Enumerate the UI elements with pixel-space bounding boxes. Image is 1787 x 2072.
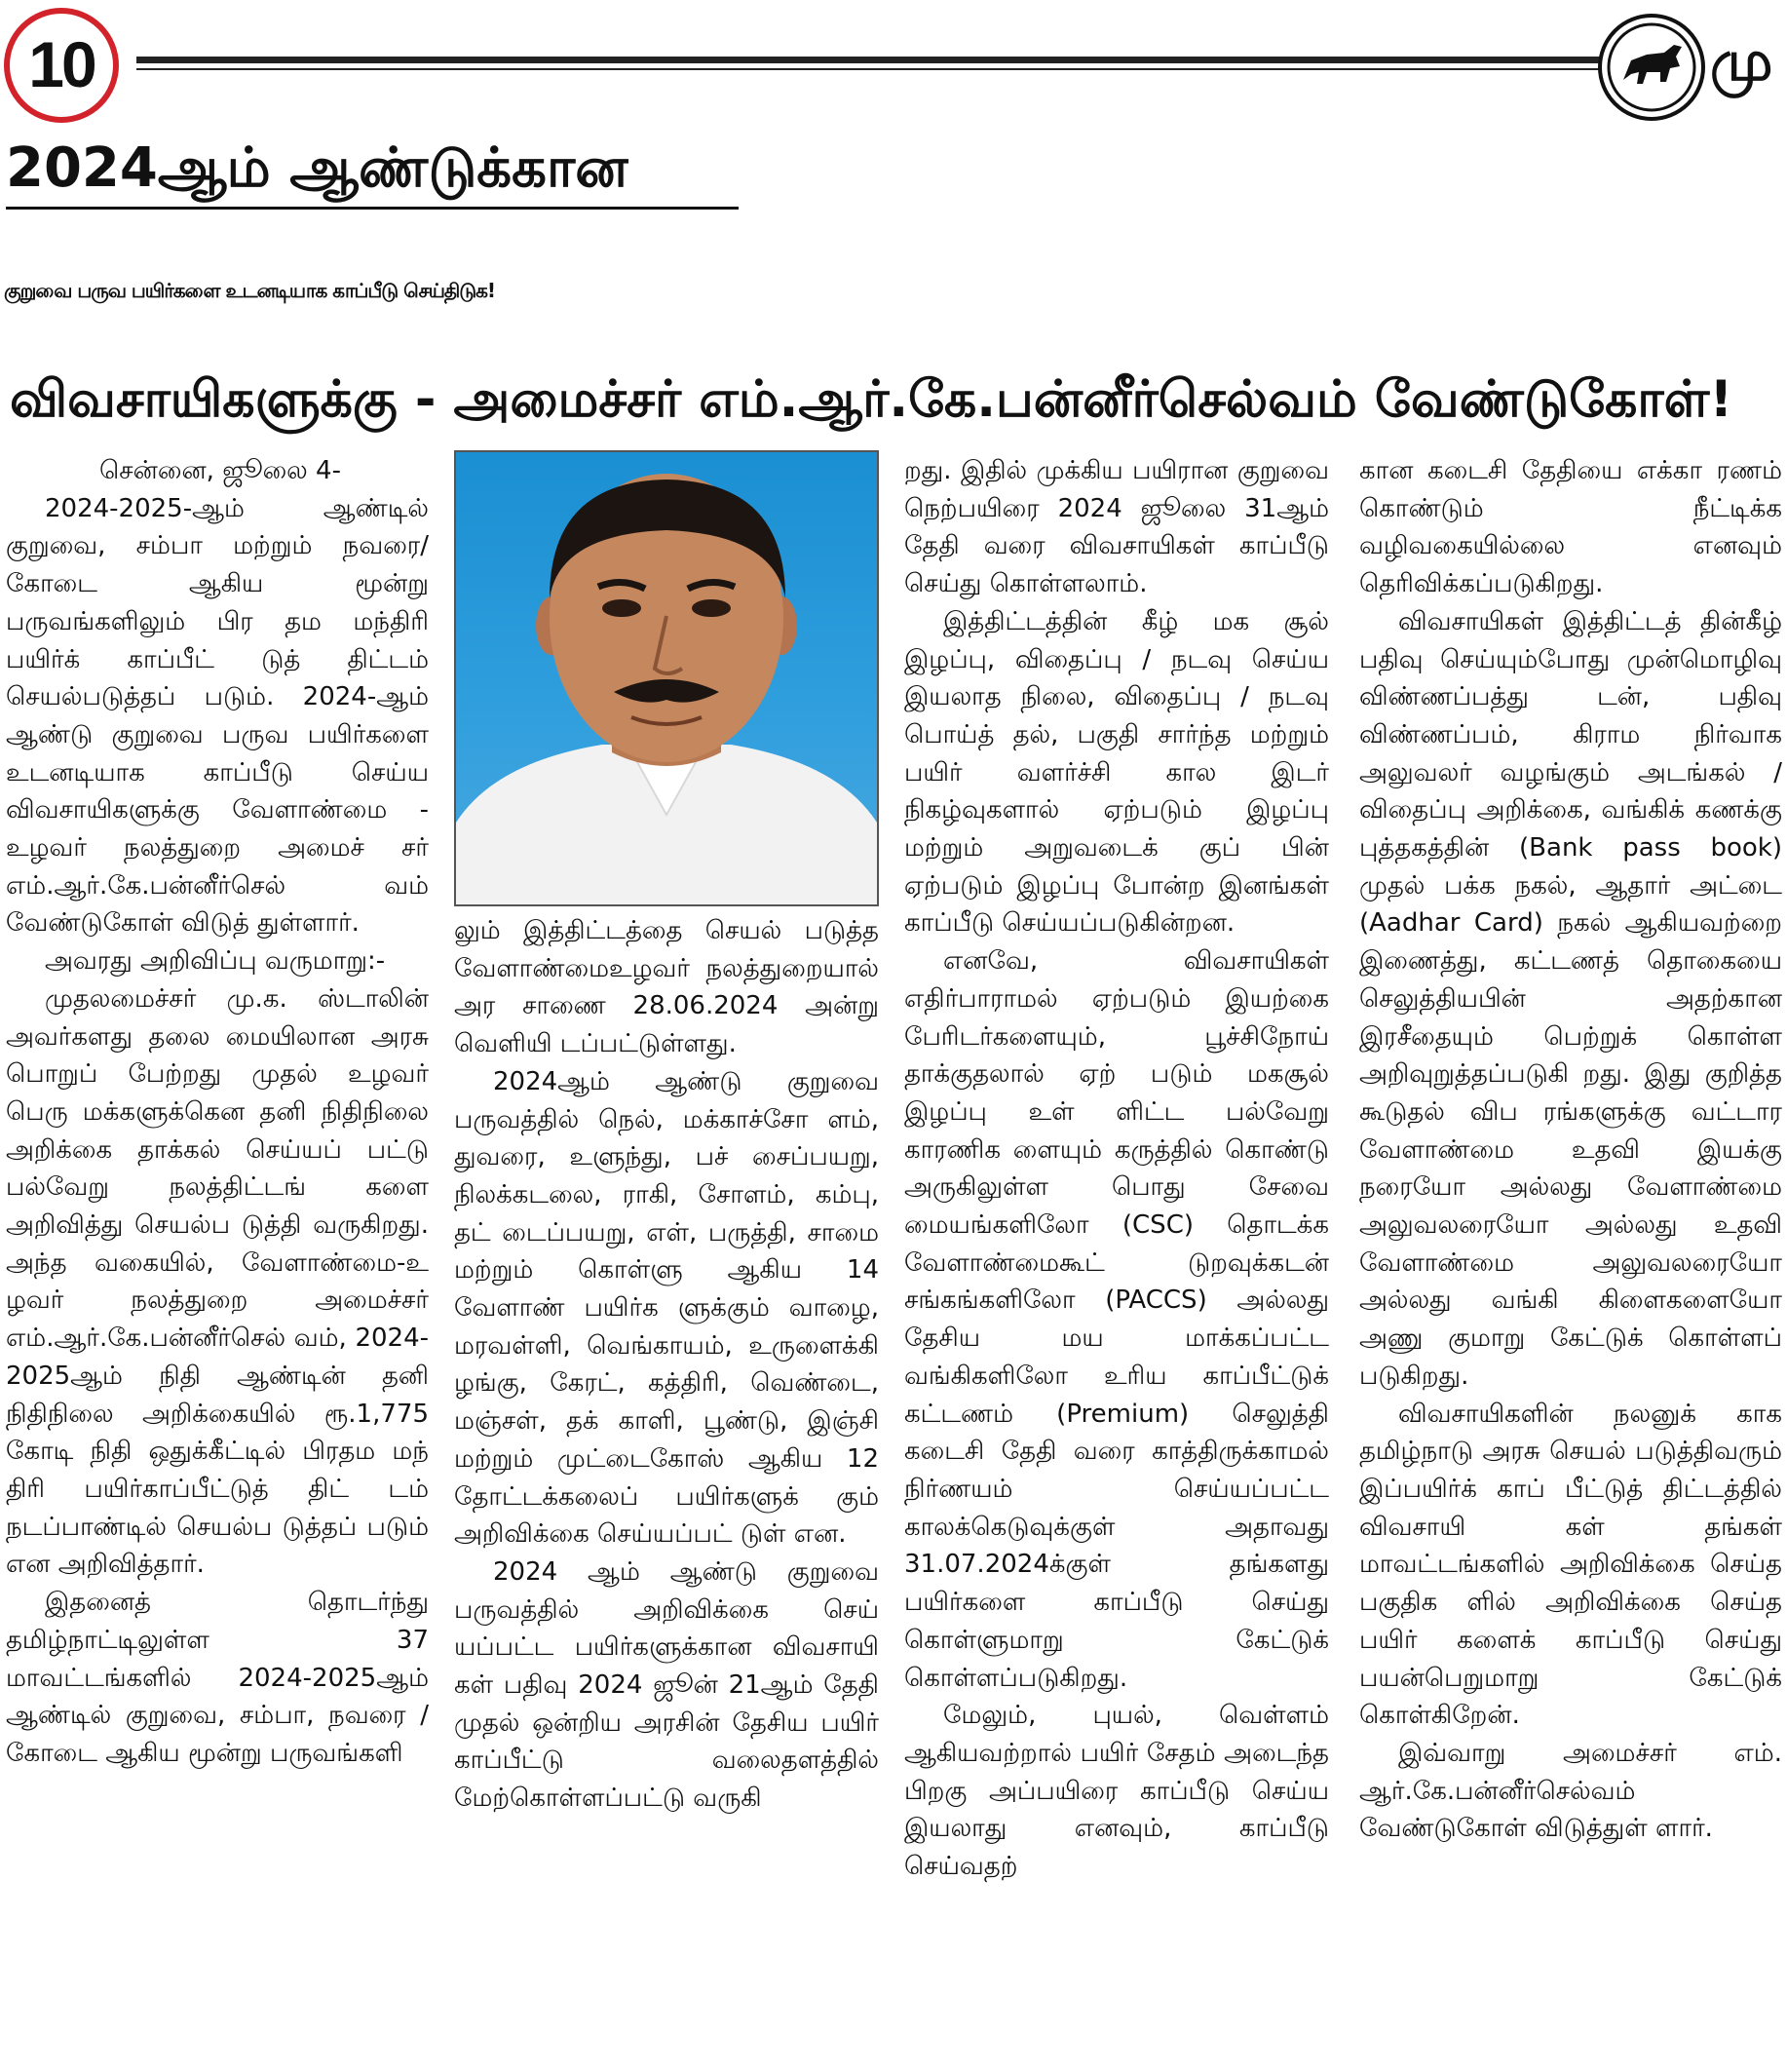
masthead-rule-thin: [136, 68, 1602, 70]
masthead-rule: [136, 57, 1602, 63]
article-column-1: [6, 452, 429, 2051]
page-number-badge: [4, 8, 119, 123]
paragraph: விவசாயிகளின் நலனுக் காக தமிழ்நாடு அரசு செயல் படுத்திவரும் இப்பயிர்க் காப் பீட்டுத் திட்டத்தில் விவசாயி கள் தங்கள் மாவட்டங்களில் அறிவிக்கை செய்த பகுதிக ளில் அறிவிக்கை செய்த பயிர் களைக் காப்பீடு செய்து பயன்பெறுமாறு கேட்டுக் கொள்கிறேன்.: [1359, 1399, 1782, 1731]
subhead: விவசாயிகளுக்கு - அமைச்சர் எம்.ஆர்.கே.பன்னீர்செல்வம் வேண்டுகோள்!: [10, 370, 1733, 429]
kicker: 2024ஆம் ஆண்டுக்கான: [6, 136, 628, 200]
bull-logo-icon: [1598, 14, 1705, 121]
paragraph: 2024-2025-ஆம் ஆண்டில் குறுவை, சம்பா மற்றும் நவரை/ கோடை ஆகிய மூன்று பருவங்களிலும் பிர தம மந்திரி பயிர்க் காப்பீட் டுத் திட்டம் செயல்படுத்தப் படும். 2024-ஆம் ஆண்டு குறுவை பருவ பயிர்களை உடனடியாக காப்பீடு செய்ய விவசாயிகளுக்கு வேளாண்மை - உழவர் நலத்துறை அமைச் சர் எம்.ஆர்.கே.பன்னீர்செல் வம் வேண்டுகோள் விடுத் துள்ளார்.: [6, 493, 429, 939]
paragraph: அவரது அறிவிப்பு வருமாறு:-: [45, 946, 386, 977]
paragraph: மேலும், புயல், வெள்ளம் ஆகியவற்றால் பயிர் சேதம் அடைந்த பிறகு அப்பயிரை காப்பீடு செய்ய இயலாது எனவும், காப்பீடு செய்வதற்: [904, 1701, 1329, 1882]
paragraph: இதனைத் தொடர்ந்து தமிழ்நாட்டிலுள்ள 37 மாவட்டங்களில் 2024-2025ஆம் ஆண்டில் குறுவை, சம்பா, நவரை / கோடை ஆகிய மூன்று பருவங்களி: [6, 1588, 429, 1768]
paragraph: இவ்வாறு அமைச்சர் எம். ஆர்.கே.பன்னீர்செல்வம் வேண்டுகோள் விடுத்துள் ளார்.: [1359, 1738, 1782, 1844]
dateline: சென்னை, ஜூலை 4-: [99, 456, 341, 485]
masthead-name: மு: [1710, 27, 1773, 94]
minister-photo: [454, 450, 879, 906]
paragraph: விவசாயிகள் இத்திட்டத் தின்கீழ் பதிவு செய்யும்போது முன்மொழிவு விண்ணப்பத்து டன், பதிவு விண்ணப்பம், கிராம நிர்வாக அலுவலர் வழங்கும் அடங்கல் / விதைப்பு அறிக்கை, வங்கிக் கணக்கு புத்தகத்தின் (Bank pass book) முதல் பக்க நகல், ஆதார் அட்டை (Aadhar Card) நகல் ஆகியவற்றை இணைத்து, கட்டணத் தொகையை செலுத்தியபின் அதற்கான இரசீதையும் பெற்றுக் கொள்ள அறிவுறுத்தப்படுகி றது. இது குறித்த கூடுதல் விப ரங்களுக்கு வட்டார வேளாண்மை உதவி இயக்கு நரையோ அல்லது வேளாண்மை அலுவலரையோ அல்லது உதவி வேளாண்மை அலுவலரையோ அல்லது வங்கி கிளைகளையோ அணு குமாறு கேட்டுக் கொள்ளப் படுகிறது.: [1359, 606, 1782, 1391]
paragraph: இத்திட்டத்தின் கீழ் மக சூல் இழப்பு, விதைப்பு / நடவு செய்ய இயலாத நிலை, விதைப்பு / நடவு பொய்த் தல், பகுதி சார்ந்த மற்றும் பயிர் வளர்ச்சி கால இடர் நிகழ்வுகளால் ஏற்படும் இழப்பு மற்றும் அறுவடைக் குப் பின் ஏற்படும் இழப்பு போன்ற இனங்கள் காப்பீடு செய்யப்படுகின்றன.: [904, 606, 1329, 939]
paragraph: கான கடைசி தேதியை எக்கா ரணம் கொண்டும் நீட்டிக்க வழிவகையில்லை எனவும் தெரிவிக்கப்படுகிறது.: [1359, 456, 1782, 599]
paragraph: முதலமைச்சர் மு.க. ஸ்டாலின் அவர்களது தலை மையிலான அரசு பொறுப் பேற்றது முதல் உழவர் பெரு மக்களுக்கென தனி நிதிநிலை அறிக்கை தாக்கல் செய்யப் பட்டு பல்வேறு நலத்திட்டங் களை அறிவித்து செயல்ப டுத்தி வருகிறது. அந்த வகையில், வேளாண்மை-உ ழவர் நலத்துறை அமைச்சர் எம்.ஆர்.கே.பன்னீர்செல் வம், 2024-2025ஆம் நிதி ஆண்டின் தனி நிதிநிலை அறிக்கையில் ரூ.1,775 கோடி நிதி ஒதுக்கீட்டில் பிரதம மந் திரி பயிர்காப்பீட்டுத் திட் டம் நடப்பாண்டில் செயல்ப டுத்தப் படும் என அறிவித்தார்.: [6, 983, 429, 1580]
article-column-2: [454, 912, 879, 2051]
kicker-underline: [6, 207, 739, 210]
paragraph: றது. இதில் முக்கிய பயிரான குறுவை நெற்பயிரை 2024 ஜூலை 31ஆம் தேதி வரை விவசாயிகள் காப்பீடு செய்து கொள்ளலாம்.: [904, 456, 1329, 599]
paragraph: 2024ஆம் ஆண்டு குறுவை பருவத்தில் நெல், மக்காச்சோ ளம், துவரை, உளுந்து, பச் சைப்பயறு, நிலக்கடலை, ராகி, சோளம், கம்பு, தட் டைப்பயறு, எள், பருத்தி, சாமை மற்றும் கொள்ளு ஆகிய 14 வேளாண் பயிர்க ளுக்கும் வாழை, மரவள்ளி, வெங்காயம், உருளைக்கி ழங்கு, கேரட், கத்திரி, வெண்டை, மஞ்சள், தக் காளி, பூண்டு, இஞ்சி மற்றும் முட்டைகோஸ் ஆகிய 12 தோட்டக்கலைப் பயிர்களுக் கும் அறிவிக்கை செய்யப்பட் டுள் என.: [454, 1066, 879, 1550]
headline: குறுவை பருவ பயிர்களை உடனடியாக காப்பீடு செய்திடுக!: [4, 279, 496, 302]
article-column-3: [904, 452, 1329, 2051]
paragraph: 2024 ஆம் ஆண்டு குறுவை பருவத்தில் அறிவிக்கை செய் யப்பட்ட பயிர்களுக்கான விவசாயி கள் பதிவு 2024 ஜூன் 21ஆம் தேதி முதல் ஒன்றிய அரசின் தேசிய பயிர் காப்பீட்டு வலைதளத்தில் மேற்கொள்ளப்பட்டு வருகி: [454, 1556, 879, 1814]
paragraph: எனவே, விவசாயிகள் எதிர்பாராமல் ஏற்படும் இயற்கை பேரிடர்களையும், பூச்சிநோய் தாக்குதலால் ஏற் படும் மகசூல் இழப்பு உள் ளிட்ட பல்வேறு காரணிக ளையும் கருத்தில் கொண்டு அருகிலுள்ள பொது சேவை மையங்களிலோ (CSC) தொடக்க வேளாண்மைகூட் டுறவுக்கடன் சங்கங்களிலோ (PACCS) அல்லது தேசிய மய மாக்கப்பட்ட வங்கிகளிலோ உரிய காப்பீட்டுக் கட்டணம் (Premium) செலுத்தி கடைசி தேதி வரை காத்திருக்காமல் நிர்ணயம் செய்யப்பட்ட காலக்கெடுவுக்குள் அதாவது 31.07.2024க்குள் தங்களது பயிர்களை காப்பீடு செய்து கொள்ளுமாறு கேட்டுக் கொள்ளப்படுகிறது.: [904, 946, 1329, 1693]
paragraph: லும் இத்திட்டத்தை செயல் படுத்த வேளாண்மைஉழவர் நலத்துறையால் அர சாணை 28.06.2024 அன்று வெளியி டப்பட்டுள்ளது.: [454, 916, 879, 1059]
article-column-4: [1359, 452, 1782, 2051]
page-number: 10: [28, 28, 95, 100]
